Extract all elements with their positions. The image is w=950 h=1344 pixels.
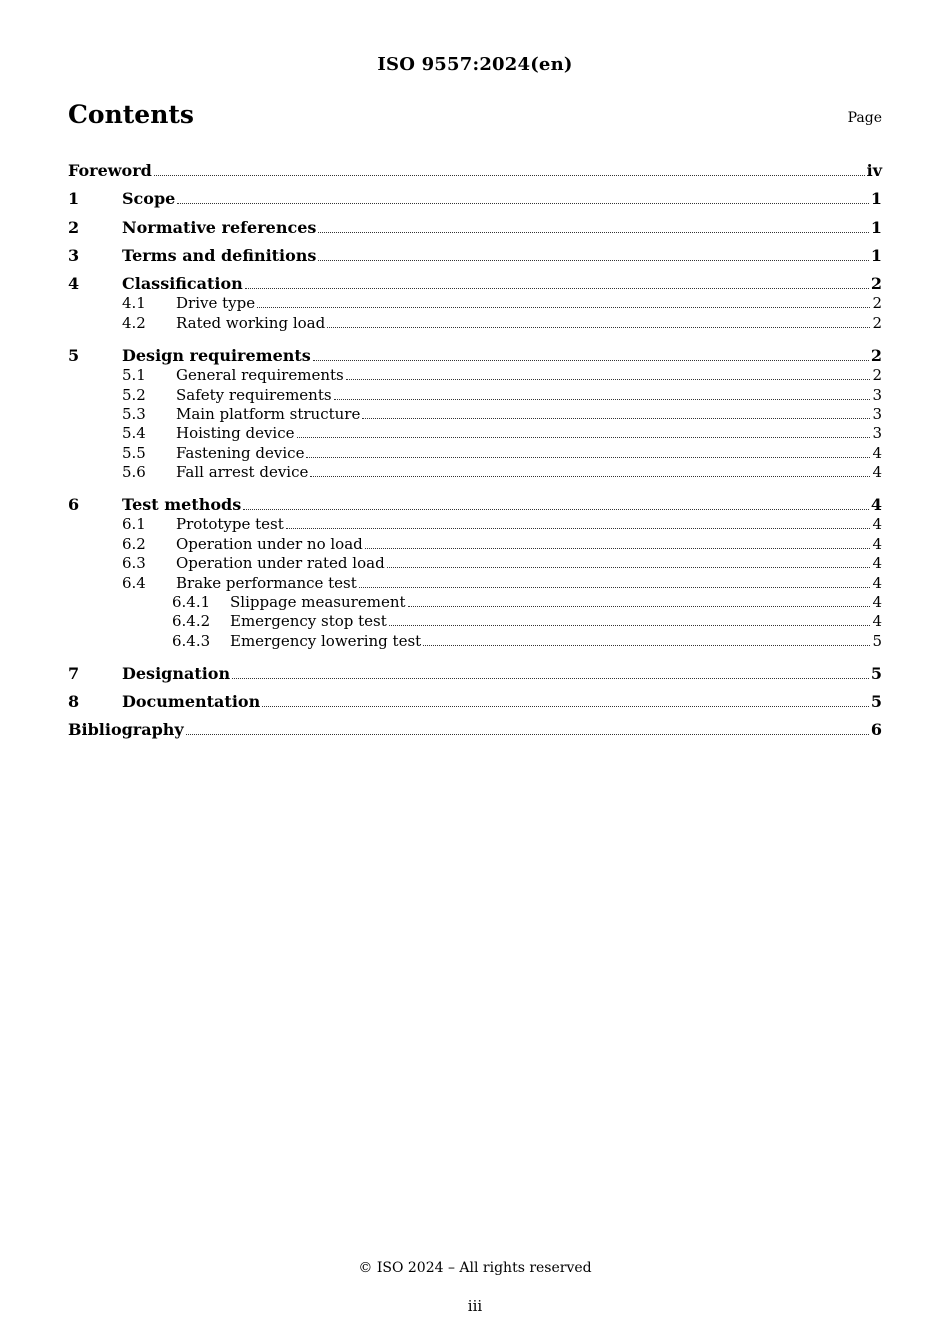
- toc-entry-title: Test methods: [122, 495, 242, 515]
- toc-entry-page: iv: [866, 161, 882, 181]
- toc-entry[interactable]: [68, 533, 882, 552]
- toc-entry-page: 3: [872, 404, 882, 423]
- toc-entry-title: Scope: [122, 189, 176, 209]
- dot-leader: [359, 587, 871, 588]
- toc-entry-number: 6.4.3: [172, 631, 211, 650]
- toc-entry-number: 5.6: [122, 463, 146, 482]
- toc-entry-page: 3: [872, 385, 882, 404]
- toc-entry[interactable]: [68, 442, 882, 461]
- dot-leader: [262, 706, 869, 707]
- dot-leader: [297, 437, 871, 438]
- dot-leader: [318, 260, 868, 261]
- toc-entry[interactable]: [68, 265, 882, 293]
- toc-entry[interactable]: [68, 553, 882, 572]
- toc-entry[interactable]: [68, 332, 882, 365]
- toc-entry-number: 6.4.1: [172, 593, 211, 612]
- toc-entry[interactable]: [68, 180, 882, 208]
- toc-entry-title: Hoisting device: [176, 424, 295, 443]
- toc-entry-number: 4.1: [122, 294, 146, 313]
- dot-leader: [346, 379, 871, 380]
- dot-leader: [286, 528, 871, 529]
- dot-leader: [387, 567, 871, 568]
- toc-entry[interactable]: [68, 384, 882, 403]
- toc-entry[interactable]: [68, 423, 882, 442]
- toc-entry-number: 6.4: [122, 573, 146, 592]
- dot-leader: [423, 645, 870, 646]
- toc-entry-number: 4: [68, 273, 80, 293]
- toc-entry-title: Documentation: [122, 691, 261, 711]
- toc-entry-page: 4: [872, 515, 882, 534]
- toc-entry[interactable]: [68, 630, 882, 649]
- toc-entry[interactable]: [68, 514, 882, 533]
- toc-entry-number: 5: [68, 345, 80, 365]
- dot-leader: [177, 203, 869, 204]
- dot-leader: [327, 327, 870, 328]
- toc-entry-title: Main platform structure: [176, 404, 361, 423]
- toc-entry-page: 2: [870, 273, 882, 293]
- copyright-footer: © ISO 2024 – All rights reserved: [358, 1260, 592, 1276]
- toc-entry-title: Operation under rated load: [176, 554, 385, 573]
- toc-entry[interactable]: [68, 572, 882, 591]
- toc-entry-title: General requirements: [176, 366, 344, 385]
- dot-leader: [257, 307, 870, 308]
- toc-entry-number: 5.4: [122, 424, 146, 443]
- toc-entry-title: Fastening device: [176, 443, 305, 462]
- dot-leader: [186, 734, 869, 735]
- toc-entry[interactable]: [68, 152, 882, 180]
- toc-entry-page: 4: [872, 443, 882, 462]
- dot-leader: [362, 418, 870, 419]
- toc-entry-page: 3: [872, 424, 882, 443]
- toc-entry-page: 1: [870, 217, 882, 237]
- toc-entry-title: Emergency stop test: [230, 612, 387, 631]
- dot-leader: [334, 399, 871, 400]
- toc-entry[interactable]: [68, 592, 882, 611]
- document-id-header: ISO 9557:2024(en): [377, 54, 573, 75]
- toc-entry-title: Slippage measurement: [230, 593, 406, 612]
- toc-entry-number: 6.4.2: [172, 612, 211, 631]
- dot-leader: [243, 509, 869, 510]
- toc-entry[interactable]: [68, 404, 882, 423]
- toc-entry-page: 5: [870, 663, 882, 683]
- toc-entry-number: 8: [68, 691, 80, 711]
- dot-leader: [154, 175, 865, 176]
- dot-leader: [318, 232, 868, 233]
- toc-entry[interactable]: [68, 611, 882, 630]
- toc-entry-page: 4: [872, 612, 882, 631]
- toc-entry[interactable]: [68, 293, 882, 312]
- toc-entry-number: 2: [68, 217, 80, 237]
- toc-entry-number: 5.2: [122, 385, 146, 404]
- toc-entry-title: Bibliography: [68, 720, 184, 740]
- toc-entry-number: 7: [68, 663, 80, 683]
- toc-entry-title: Operation under no load: [176, 534, 363, 553]
- toc-entry-title: Brake performance test: [176, 573, 357, 592]
- toc-entry[interactable]: [68, 237, 882, 265]
- toc-entry-number: 6: [68, 495, 80, 515]
- dot-leader: [365, 548, 871, 549]
- toc-entry-title: Classification: [122, 273, 243, 293]
- toc-entry-title: Normative references: [122, 217, 317, 237]
- page-column-label: Page: [847, 110, 882, 126]
- toc-entry-title: Terms and definitions: [122, 245, 317, 265]
- toc-entry[interactable]: [68, 650, 882, 683]
- toc-entry[interactable]: [68, 312, 882, 331]
- page-number: iii: [467, 1297, 483, 1315]
- toc-entry-number: 5.5: [122, 443, 146, 462]
- toc-entry-page: 1: [870, 189, 882, 209]
- toc-entry-title: Design requirements: [122, 345, 311, 365]
- toc-entry-page: 4: [872, 534, 882, 553]
- dot-leader: [408, 606, 871, 607]
- toc-entry-title: Rated working load: [176, 313, 326, 332]
- toc-entry-page: 4: [872, 573, 882, 592]
- toc-entry-title: Prototype test: [176, 515, 284, 534]
- toc-entry-page: 4: [872, 593, 882, 612]
- toc-entry-page: 5: [870, 691, 882, 711]
- dot-leader: [389, 625, 871, 626]
- toc-entry-page: 4: [870, 495, 882, 515]
- toc-entry-title: Fall arrest device: [176, 463, 309, 482]
- toc-entry-title: Drive type: [176, 294, 256, 313]
- toc-entry-number: 6.3: [122, 554, 146, 573]
- toc-entry-page: 2: [870, 345, 882, 365]
- toc-entry[interactable]: [68, 481, 882, 514]
- toc-entry[interactable]: [68, 711, 882, 739]
- toc-entry-number: 1: [68, 189, 80, 209]
- toc-entry-page: 4: [872, 554, 882, 573]
- toc-entry-page: 6: [870, 720, 882, 740]
- toc-entry[interactable]: [68, 365, 882, 384]
- dot-leader: [245, 288, 869, 289]
- toc-entry-page: 5: [872, 631, 882, 650]
- toc-entry-title: Safety requirements: [176, 385, 332, 404]
- toc-entry-number: 3: [68, 245, 80, 265]
- toc-entry-number: 6.2: [122, 534, 146, 553]
- toc-entry-page: 2: [872, 313, 882, 332]
- toc-entry-title: Foreword: [68, 161, 152, 181]
- toc-entry[interactable]: [68, 683, 882, 711]
- toc-entry-page: 2: [872, 294, 882, 313]
- dot-leader: [313, 360, 869, 361]
- dot-leader: [310, 476, 870, 477]
- table-of-contents: [68, 152, 882, 739]
- toc-entry-page: 1: [870, 245, 882, 265]
- dot-leader: [232, 678, 869, 679]
- toc-entry-title: Designation: [122, 663, 231, 683]
- toc-entry-number: 6.1: [122, 515, 146, 534]
- toc-entry-number: 5.3: [122, 404, 146, 423]
- toc-entry[interactable]: [68, 462, 882, 481]
- toc-entry-page: 4: [872, 463, 882, 482]
- toc-entry-page: 2: [872, 366, 882, 385]
- toc-entry-number: 5.1: [122, 366, 146, 385]
- toc-entry-title: Emergency lowering test: [230, 631, 422, 650]
- toc-entry-number: 4.2: [122, 313, 146, 332]
- toc-entry[interactable]: [68, 208, 882, 236]
- dot-leader: [306, 457, 870, 458]
- contents-heading: Contents: [68, 100, 195, 129]
